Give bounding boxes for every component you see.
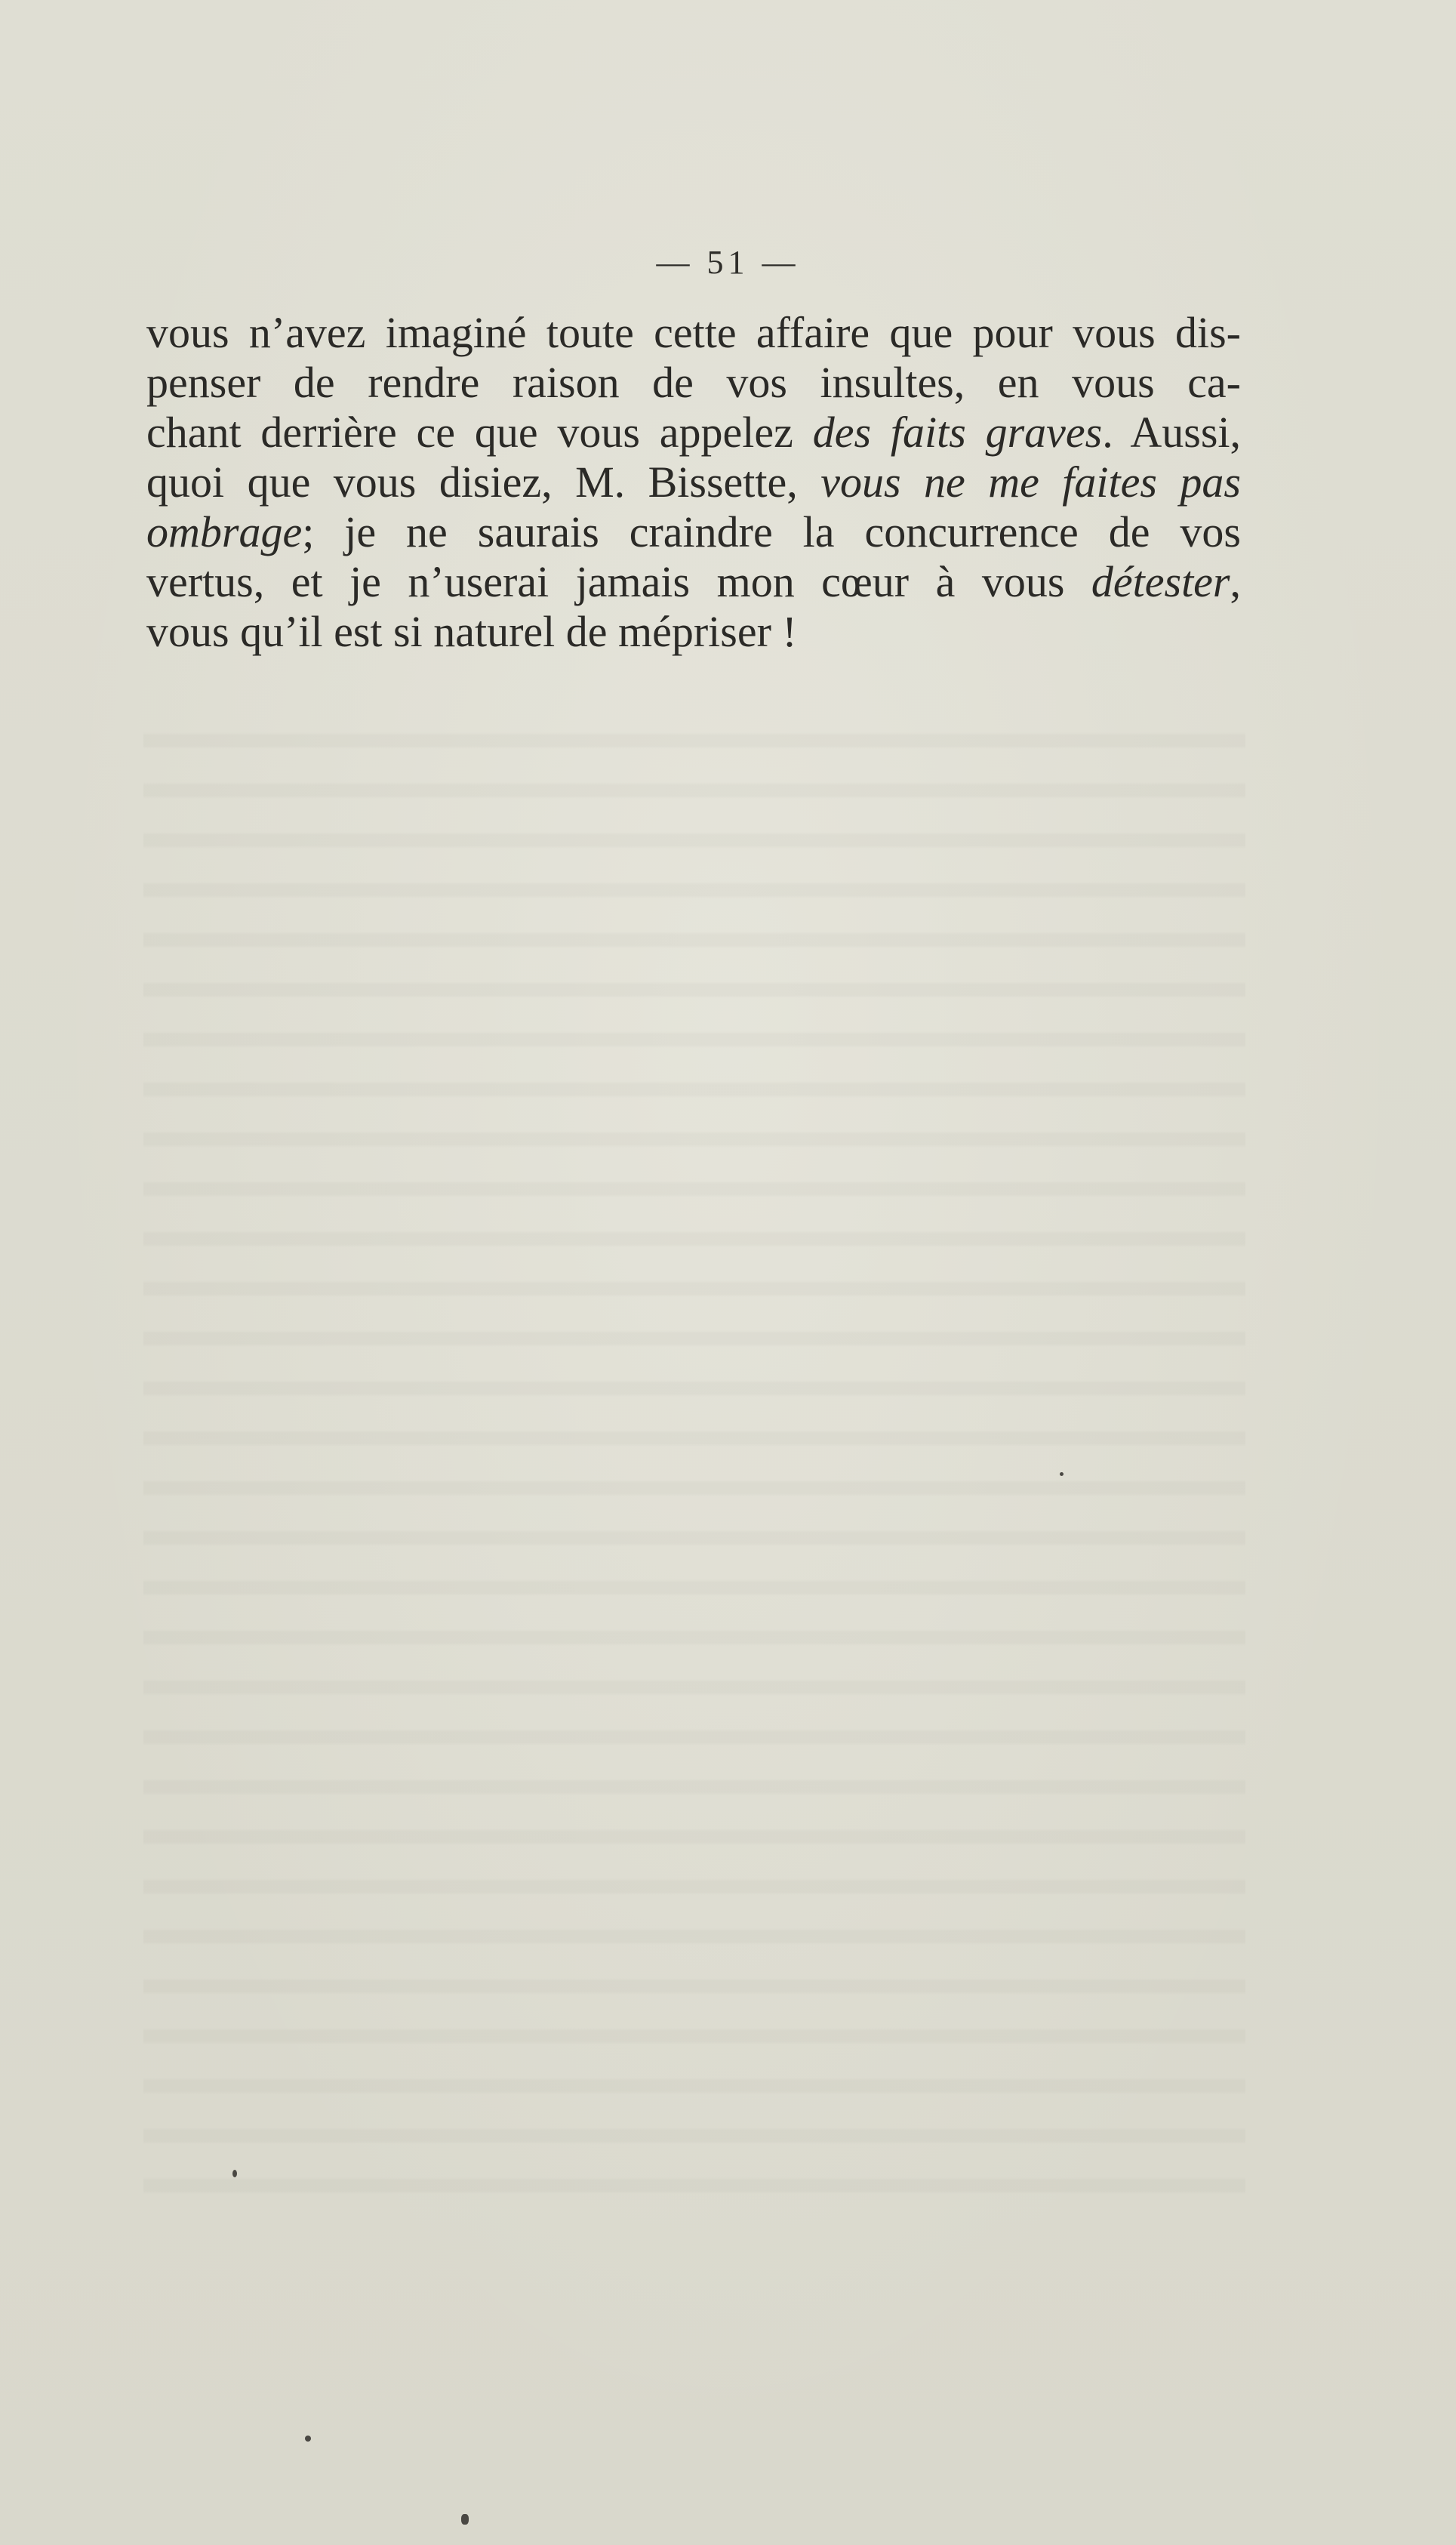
text-run: . Aussi,: [1102, 408, 1241, 457]
text-run: penser de rendre raison de vos insultes, en vous ca-: [146, 358, 1241, 407]
text-run: chant derrière ce que vous appelez: [146, 408, 813, 457]
ink-speck: [461, 2514, 469, 2525]
text-line-2: [146, 358, 1241, 408]
ink-speck: [305, 2436, 311, 2442]
text-run: vous n’avez imaginé toute cette affaire que pour vous dis-: [146, 308, 1241, 357]
italic-text-run: des faits graves: [812, 408, 1103, 457]
text-run: vous qu’il est si naturel de mépriser !: [146, 607, 797, 656]
body-text: [146, 308, 1241, 657]
italic-text-run: vous ne me faites pas: [820, 458, 1241, 507]
bleed-through-texture: [143, 702, 1245, 2197]
italic-text-run: ombrage: [146, 507, 303, 556]
text-run: vertus, et je n’userai jamais mon cœur à vous: [146, 557, 1091, 606]
page-number: — 51 —: [656, 244, 800, 281]
text-line-5: [146, 507, 1241, 557]
text-line-3: [146, 408, 1241, 458]
text-run: quoi que vous disiez, M. Bissette,: [146, 458, 821, 507]
ink-speck: [1060, 1472, 1064, 1476]
text-line-7: [146, 607, 1241, 657]
text-line-6: [146, 557, 1241, 607]
ink-speck: [232, 2170, 237, 2177]
italic-text-run: détester: [1091, 557, 1230, 606]
text-run: ,: [1230, 557, 1241, 606]
text-run: ; je ne saurais craindre la concurrence de vos: [302, 507, 1241, 556]
text-line-4: [146, 458, 1241, 507]
text-line-1: [146, 308, 1241, 358]
